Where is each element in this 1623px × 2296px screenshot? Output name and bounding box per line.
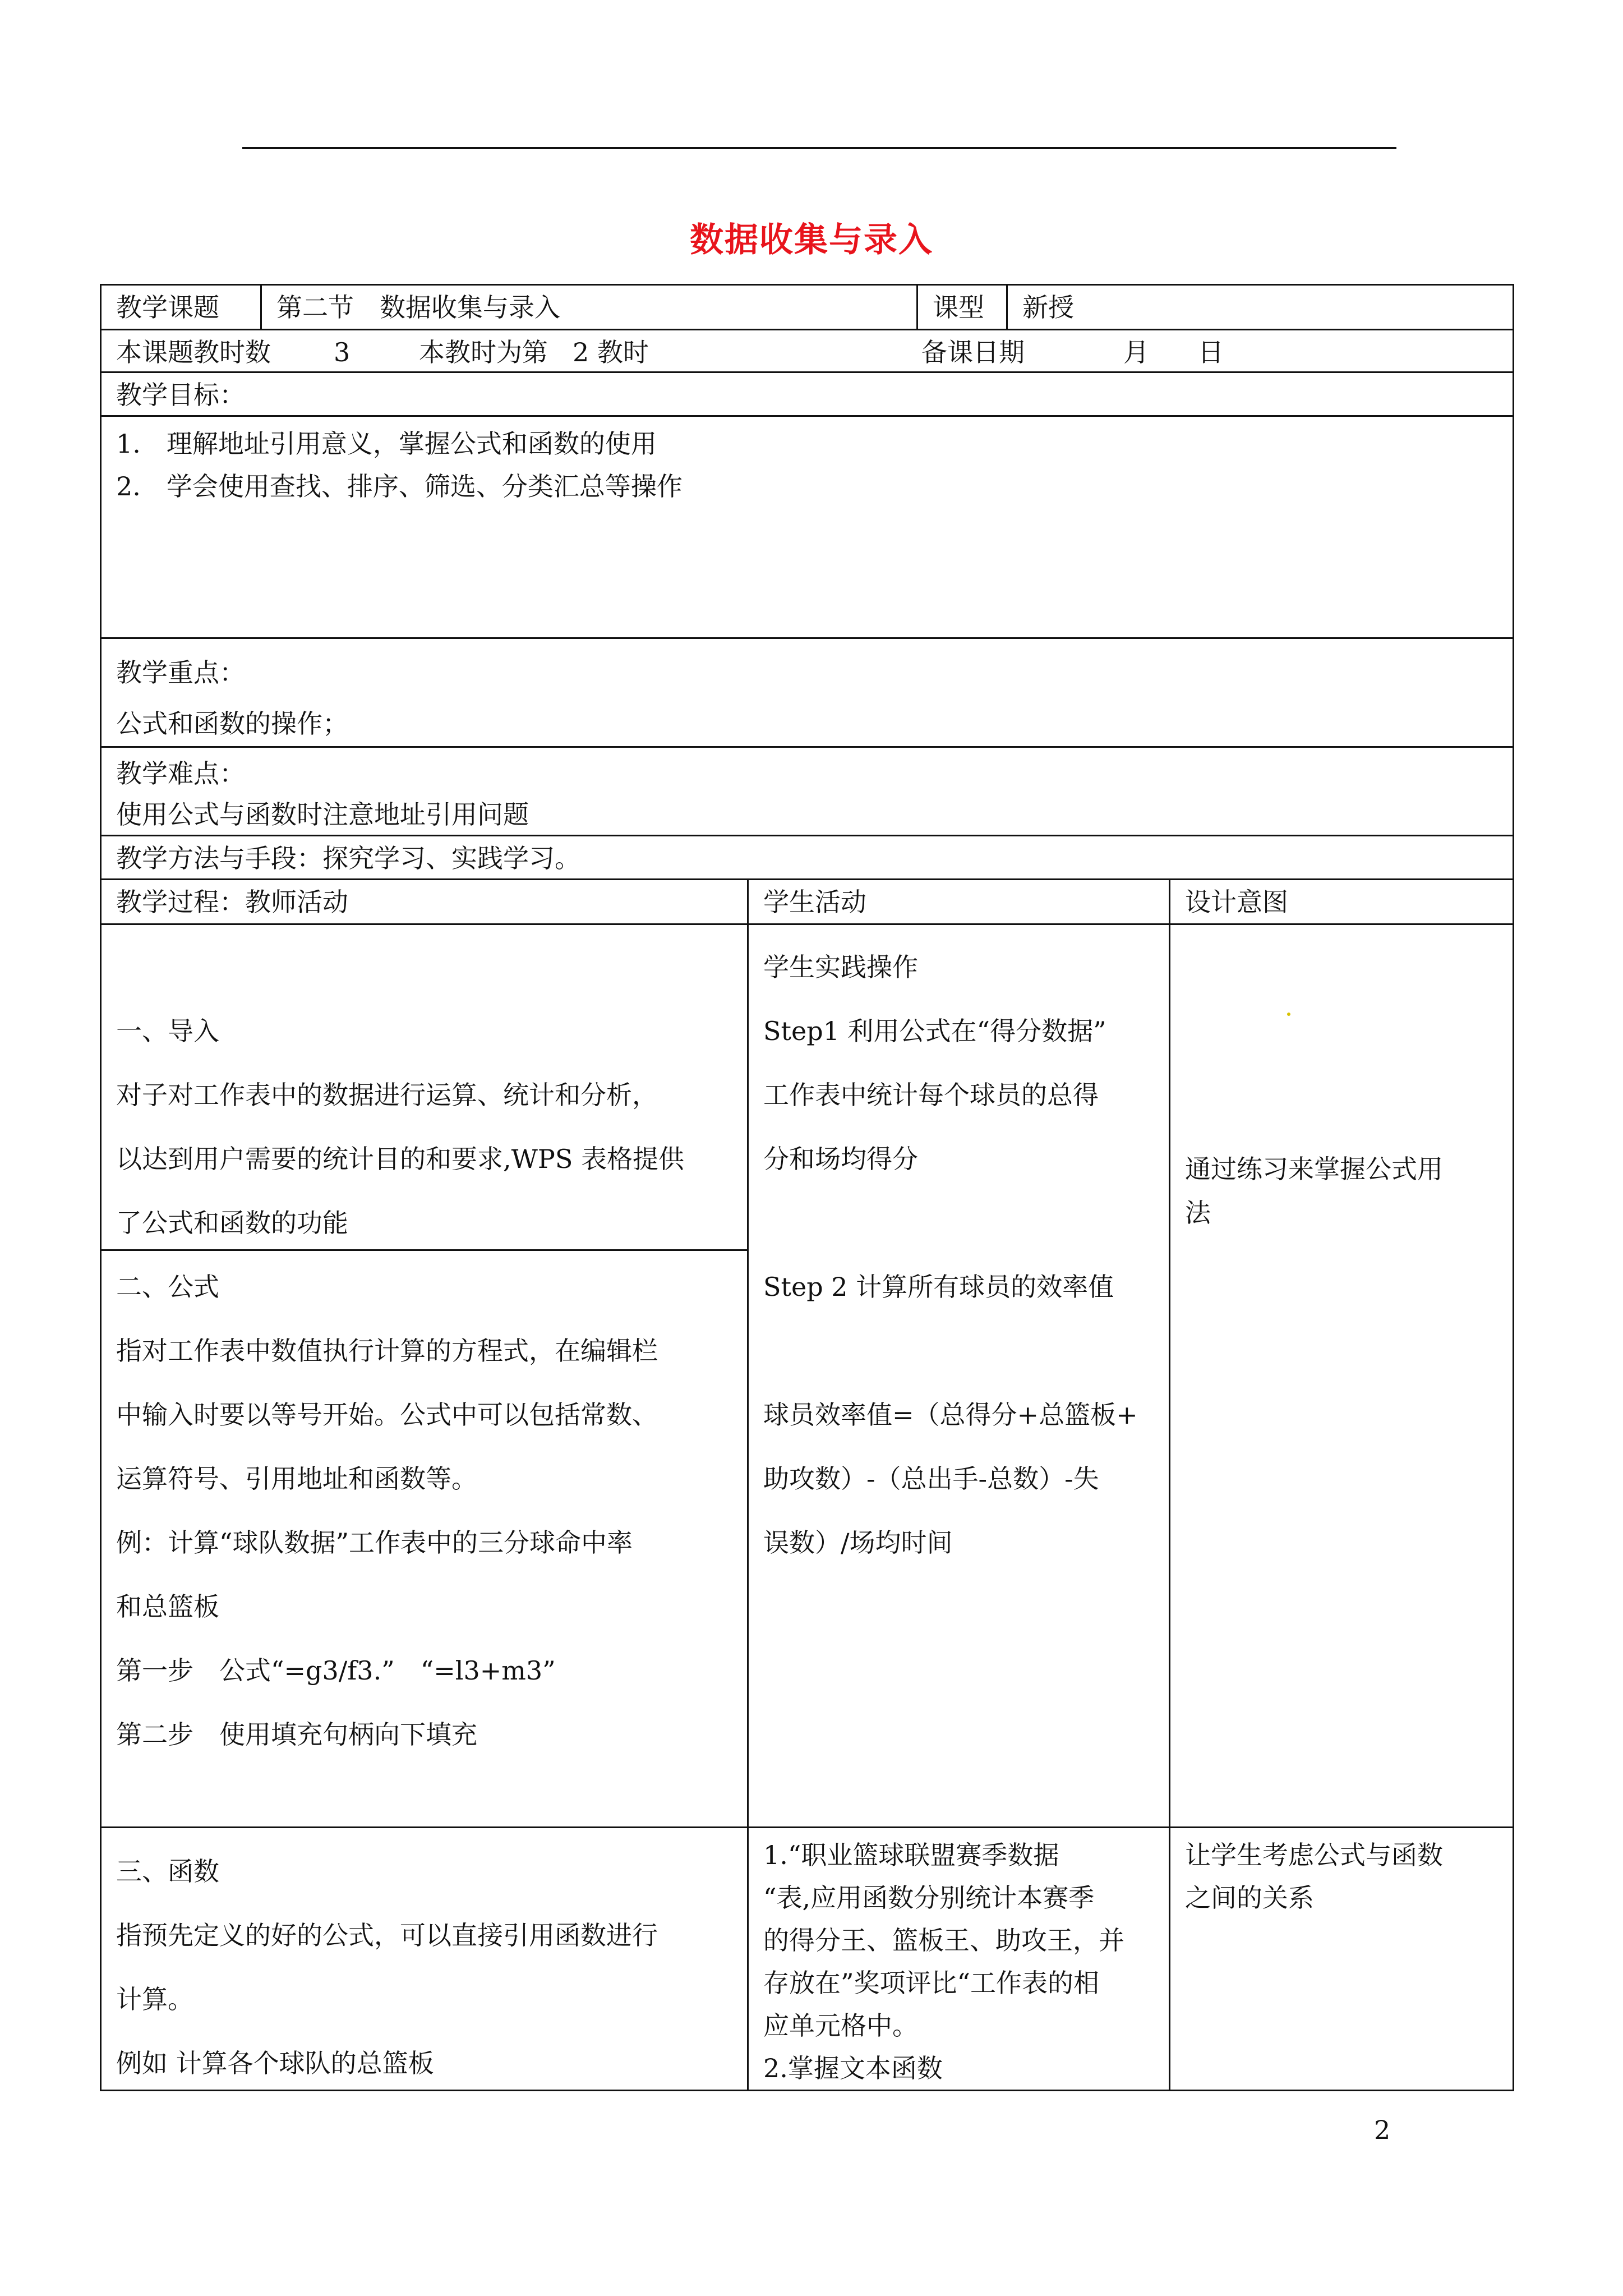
teacher-activity-cell	[102, 925, 747, 1826]
objectives-list	[102, 417, 1513, 637]
key-points-text: 公式和函数的操作；	[116, 708, 348, 739]
intent-text	[1170, 1147, 1443, 1235]
document-title: 数据收集与录入	[690, 220, 933, 260]
student-line	[763, 1191, 1138, 1255]
objective-item: 2. 学会使用查找、排序、筛选、分类汇总等操作	[116, 471, 683, 501]
formula-step: 第二步 使用填充句柄向下填充	[116, 1719, 477, 1750]
lesson-plan-table	[100, 284, 1514, 2091]
stray-mark	[1287, 1013, 1290, 1016]
intro-section	[102, 999, 684, 1255]
student-practice-section	[749, 935, 1138, 1575]
function-heading: 三、函数	[116, 1856, 219, 1887]
intent-line: 法	[1185, 1198, 1211, 1228]
process-row-function	[102, 1828, 1513, 2090]
student-line: 存放在”奖项评比“工作表的相	[763, 1968, 1100, 1998]
teacher-function-cell	[102, 1828, 747, 2090]
hours-row	[102, 330, 1513, 373]
design-intent-header: 设计意图	[1169, 880, 1514, 923]
difficulties-text: 使用公式与函数时注意地址引用问题	[116, 799, 529, 830]
intro-heading: 一、导入	[116, 1016, 219, 1046]
student-activity-header: 学生活动	[747, 880, 1169, 923]
student-function-cell	[747, 1828, 1169, 2090]
type-value: 新授	[1006, 286, 1514, 329]
key-points-label: 教学重点：	[116, 657, 245, 688]
process-row-formula	[102, 925, 1513, 1828]
objective-item: 1. 理解地址引用意义，掌握公式和函数的使用	[116, 429, 657, 459]
student-line: 的得分王、篮板王、助攻王，并	[763, 1925, 1124, 1955]
student-line: 工作表中统计每个球员的总得	[763, 1080, 1099, 1110]
student-line	[763, 1319, 1138, 1383]
student-line: “表,应用函数分别统计本赛季	[763, 1883, 1095, 1913]
objectives-label: 教学目标：	[116, 380, 245, 410]
intent-line: 之间的关系	[1185, 1883, 1314, 1913]
formula-line: 指对工作表中数值执行计算的方程式，在编辑栏	[116, 1336, 658, 1366]
student-function-text	[749, 1834, 1124, 2090]
student-line: Step1 利用公式在“得分数据”	[763, 1016, 1106, 1046]
function-line: 例如 计算各个球队的总篮板	[116, 2048, 434, 2078]
design-intent-cell	[1169, 925, 1514, 1826]
objectives-row	[102, 417, 1513, 639]
current-lesson-label: 本教时为第	[419, 337, 548, 367]
intent-function-cell	[1169, 1828, 1514, 2090]
intro-line: 以达到用户需要的统计目的和要求,WPS 表格提供	[116, 1144, 684, 1174]
hours-value: 3	[334, 337, 351, 367]
student-line: 助攻数）-（总出手-总数）-失	[763, 1464, 1099, 1494]
intro-line: 对子对工作表中的数据进行运算、统计和分析，	[116, 1080, 658, 1110]
function-section	[102, 1839, 658, 2090]
current-lesson-value: 2 教时	[573, 337, 649, 367]
difficulties-row	[102, 748, 1513, 836]
function-line: 指预先定义的好的公式，可以直接引用函数进行	[116, 1920, 658, 1950]
topic-value: 第二节 数据收集与录入	[260, 286, 916, 329]
prep-date-label: 备课日期	[921, 337, 1025, 367]
methods-text: 教学方法与手段：探究学习、实践学习。	[116, 843, 580, 873]
hours-label: 本课题教时数	[116, 337, 271, 367]
function-line: 计算。	[116, 1984, 193, 2014]
day-label: 日	[1198, 337, 1224, 367]
month-label: 月	[1123, 337, 1149, 367]
student-line: 2.掌握文本函数	[763, 2053, 943, 2083]
student-activity-cell	[747, 925, 1169, 1826]
intro-divider	[102, 1249, 747, 1251]
intent-line: 通过练习来掌握公式用	[1185, 1154, 1443, 1184]
formula-line: 例：计算“球队数据”工作表中的三分球命中率	[116, 1527, 633, 1558]
formula-section	[102, 1255, 658, 1766]
formula-line: 和总篮板	[116, 1591, 219, 1622]
formula-line: 运算符号、引用地址和函数等。	[116, 1464, 477, 1494]
objectives-label-row	[102, 373, 1513, 417]
methods-row	[102, 836, 1513, 880]
difficulties-label: 教学难点：	[116, 758, 245, 789]
formula-line: 中输入时要以等号开始。公式中可以包括常数、	[116, 1400, 658, 1430]
student-line: 球员效率值=（总得分+总篮板+	[763, 1400, 1138, 1430]
topic-row	[102, 286, 1513, 330]
intro-line: 了公式和函数的功能	[116, 1208, 348, 1238]
header-rule	[242, 147, 1396, 149]
key-points-row	[102, 639, 1513, 748]
student-line: 应单元格中。	[763, 2010, 918, 2041]
student-line: 分和场均得分	[763, 1144, 918, 1174]
page-number: 2	[1374, 2115, 1391, 2145]
student-line: 学生实践操作	[763, 952, 918, 982]
teacher-activity-header: 教学过程：教师活动	[116, 887, 348, 917]
type-label: 课型	[916, 286, 1006, 329]
topic-label: 教学课题	[116, 292, 219, 323]
intent-function-text	[1170, 1834, 1443, 1919]
formula-heading: 二、公式	[116, 1272, 219, 1302]
formula-step: 第一步 公式“=g3/f3.” “=l3+m3”	[116, 1655, 556, 1686]
student-line: 1.“职业篮球联盟赛季数据	[763, 1840, 1059, 1870]
process-header-row	[102, 880, 1513, 925]
student-line: Step 2 计算所有球员的效率值	[763, 1272, 1114, 1302]
student-line: 误数）/场均时间	[763, 1527, 953, 1558]
intent-line: 让学生考虑公式与函数	[1185, 1840, 1443, 1870]
